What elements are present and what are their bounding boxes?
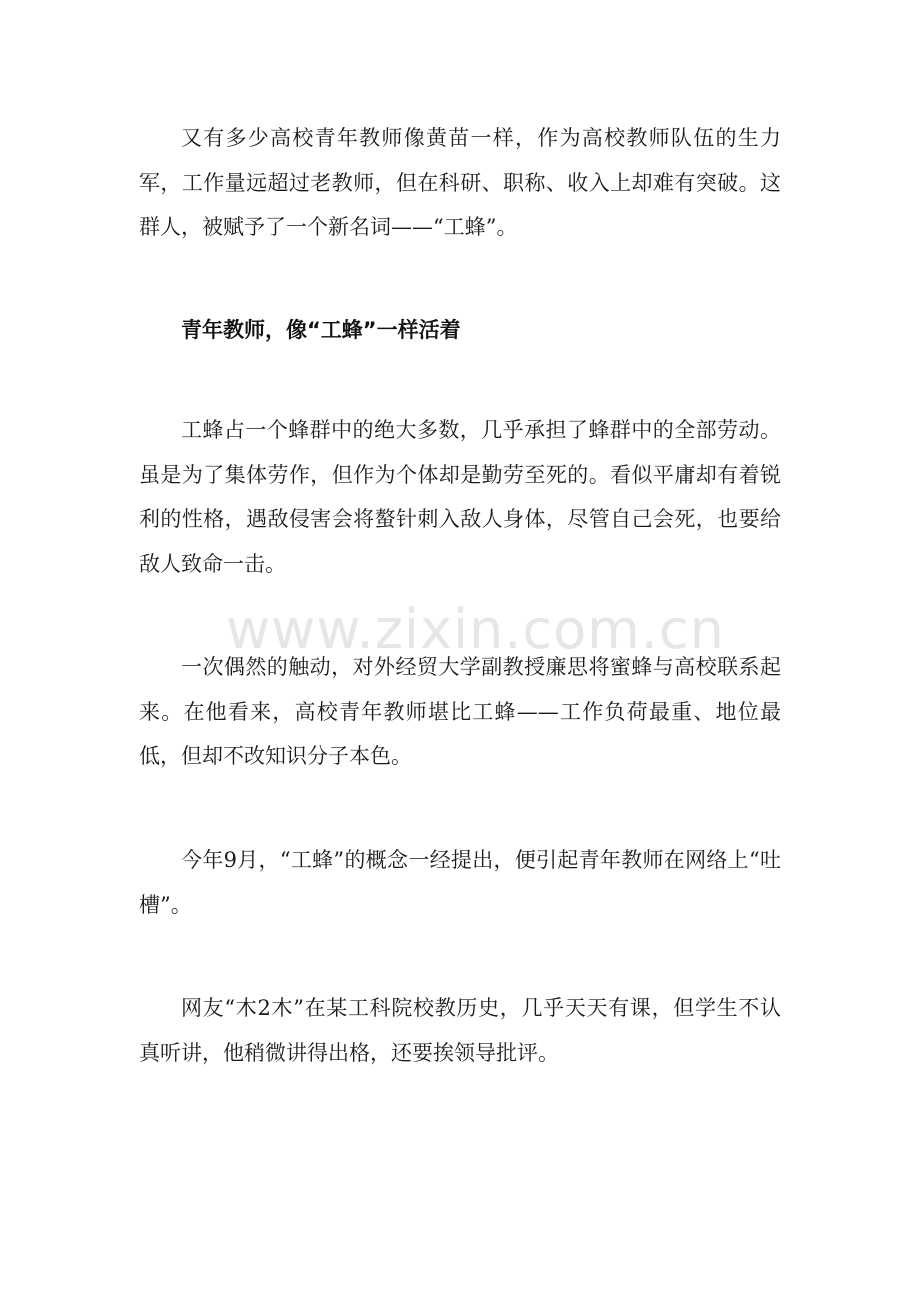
paragraph-worker-bee: 工蜂占一个蜂群中的绝大多数，几乎承担了蜂群中的全部劳动。虽是为了集体劳作，但作为个体却是勤劳至死的。看似平庸却有着锐利的性格，遇敌侵害会将螯针刺入敌人身体，尽管自己会死，也要给敌人致命一击。	[139, 418, 781, 576]
section-heading: 青年教师，像“工蜂”一样活着	[181, 318, 461, 342]
paragraph-netizen: 网友“木2木”在某工科院校教历史，几乎天天有课，但学生不认真听讲，他稍微讲得出格，还要挨领导批评。	[139, 996, 781, 1065]
watermark: www.zixin.com.cn	[226, 598, 725, 661]
paragraph-september: 今年9月，“工蜂”的概念一经提出，便引起青年教师在网络上“吐槽”。	[139, 848, 781, 917]
paragraph-lian-si: 一次偶然的触动，对外经贸大学副教授廉思将蜜蜂与高校联系起来。在他看来，高校青年教师堪比工蜂——工作负荷最重、地位最低，但却不改知识分子本色。	[139, 655, 781, 768]
paragraph-intro: 又有多少高校青年教师像黄苗一样，作为高校教师队伍的生力军，工作量远超过老教师，但在科研、职称、收入上却难有突破。这群人，被赋予了一个新名词——“工蜂”。	[139, 126, 781, 239]
